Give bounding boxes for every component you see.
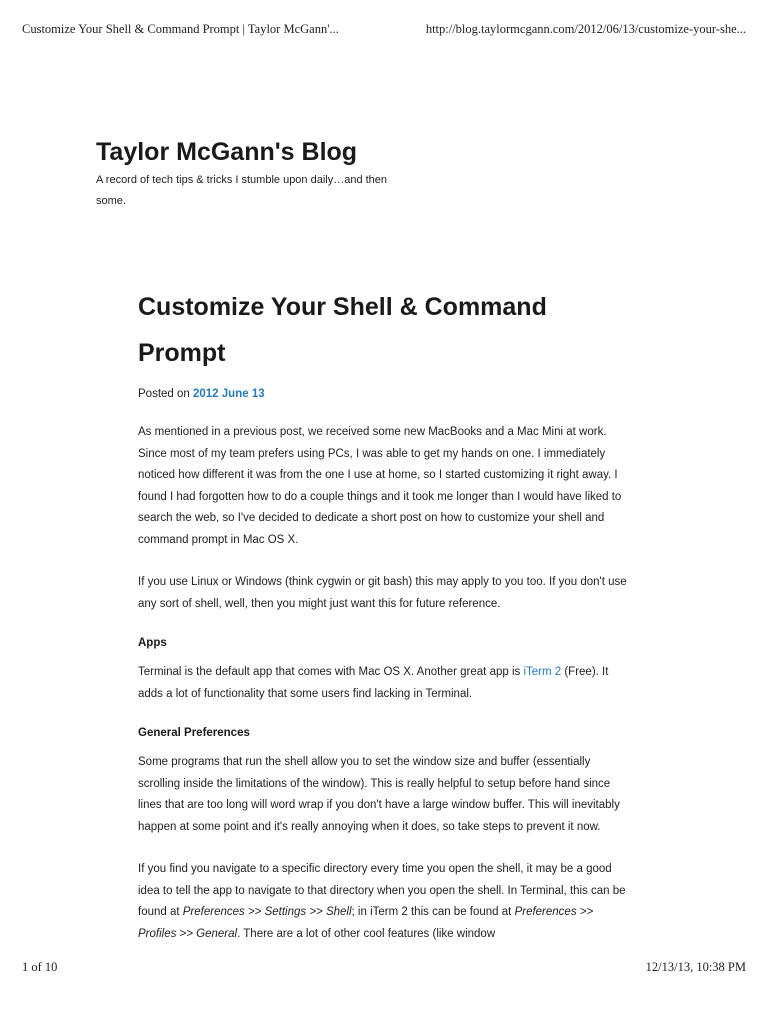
post-paragraph-5 <box>138 859 634 945</box>
p5-text-c: . There are a lot of other cool features (like window <box>237 927 496 940</box>
iterm2-link[interactable]: iTerm 2 <box>523 666 562 678</box>
heading-general-preferences: General Preferences <box>138 727 250 739</box>
post-meta <box>138 388 634 400</box>
post-date-link[interactable]: 2012 June 13 <box>193 388 265 400</box>
posted-on-label: Posted on <box>138 388 190 400</box>
post-paragraph-2: If you use Linux or Windows (think cygwin or git bash) this may apply to you too. If you don't use any sort of shell, well, then you might just want this for future reference. <box>138 576 627 610</box>
p5-text-a: If you find you navigate to a specific directory every time you open the shell, it may be a good idea to tell the app to navigate to that directory when you open the shell. In Terminal, this can be found at <box>138 863 626 918</box>
print-page-title: Customize Your Shell & Command Prompt | Taylor McGann'... <box>22 22 339 36</box>
post-title: Customize Your Shell & Command Prompt <box>138 293 547 367</box>
p3-text-b: (Free). It adds a lot of functionality that some users find lacking in Terminal. <box>138 666 609 700</box>
print-page-url: http://blog.taylormcgann.com/2012/06/13/customize-your-she... <box>425 22 746 36</box>
print-header <box>22 22 746 37</box>
post-paragraph-1: As mentioned in a previous post, we received some new MacBooks and a Mac Mini at work. Since most of my team prefers using PCs, I was able to get my hands on one. I immediately noticed how different it was from the one I use at home, so I started customizing it right away. I found I had forgotten how to do a couple things and it took me longer than I would have liked to search the web, so I've decided to dedicate a short post on how to customize your shell and command prompt in Mac OS X. <box>138 426 622 546</box>
p5-iterm-path: Preferences >> Profiles >> General <box>138 906 594 940</box>
print-timestamp: 12/13/13, 10:38 PM <box>645 960 746 974</box>
p5-text-b: ; in iTerm 2 this can be found at <box>351 906 515 918</box>
heading-apps: Apps <box>138 637 167 649</box>
post-paragraph-3 <box>138 662 634 705</box>
p5-terminal-path: Preferences >> Settings >> Shell <box>182 906 352 918</box>
post-paragraph-4: Some programs that run the shell allow you to set the window size and buffer (essentially scrolling inside the limitations of the window). This is really helpful to setup before hand since lines that are too long will word wrap if you don't have a large window buffer. This will inevitably happen at some point and it's really annoying when it does, so take steps to prevent it now. <box>138 756 620 833</box>
post-entry <box>138 284 634 945</box>
site-description: A record of tech tips & tricks I stumble upon daily…and then some. <box>96 174 388 207</box>
site-title[interactable]: Taylor McGann's Blog <box>96 138 358 166</box>
p3-text-a: Terminal is the default app that comes with Mac OS X. Another great app is <box>138 666 524 678</box>
blog-header <box>96 136 416 212</box>
print-footer <box>22 960 746 975</box>
print-page-number: 1 of 10 <box>22 960 58 974</box>
